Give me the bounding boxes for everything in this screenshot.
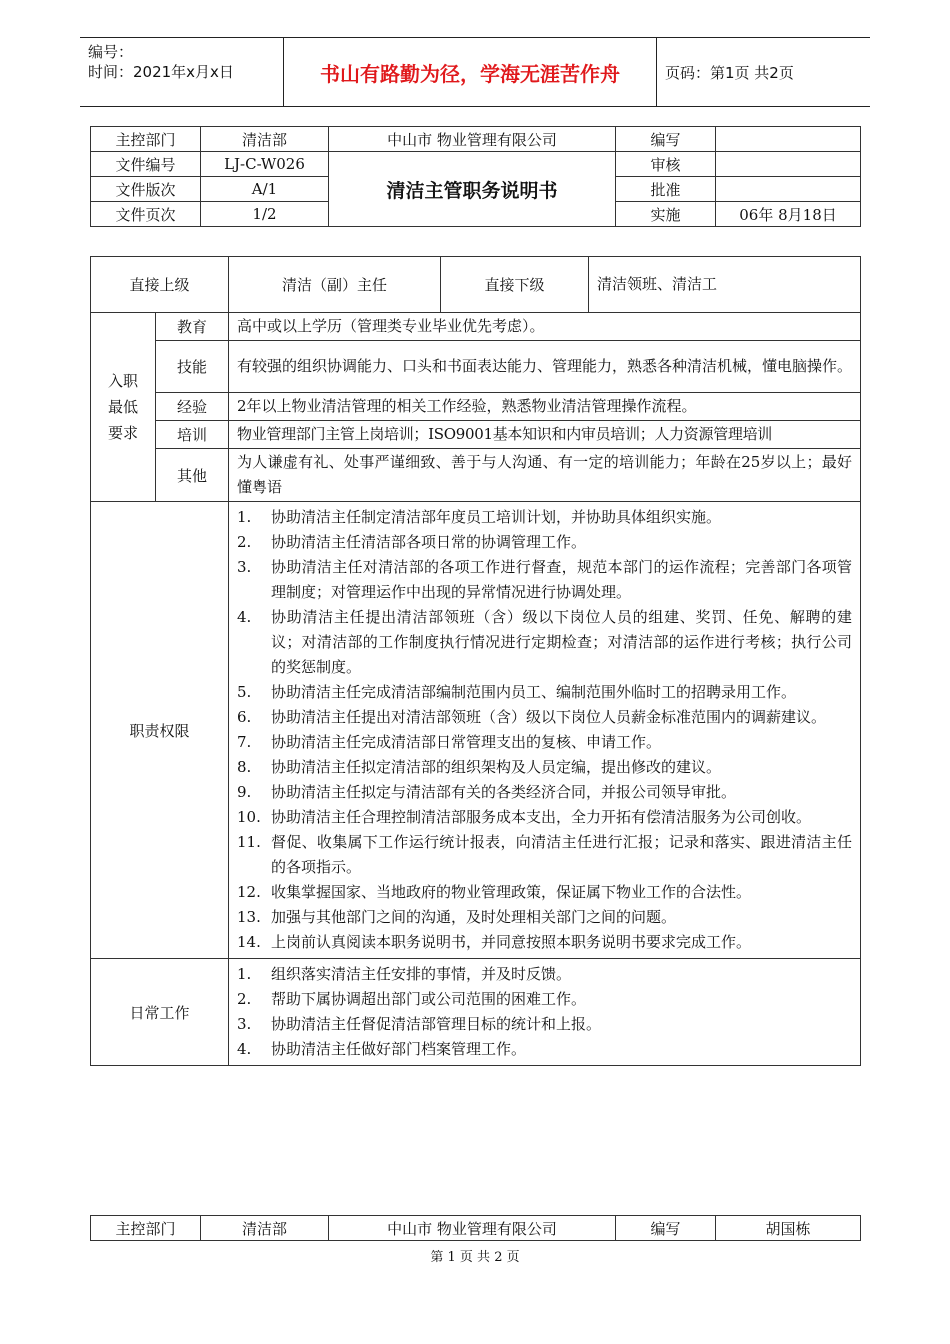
writer-label: 编写 [616,127,716,152]
duty-item [237,530,852,555]
review-label: 审核 [616,152,716,177]
subordinate-value: 清洁领班、清洁工 [589,257,861,313]
list-item-number: 5. [237,683,252,701]
version-label: 文件版次 [91,177,201,202]
list-item-number: 4. [237,608,252,626]
duty-item [237,830,852,880]
document-meta-table [90,126,861,227]
time-label: 时间：2021年x月x日 [88,63,234,81]
duty-item [237,680,852,705]
approve-label: 批准 [616,177,716,202]
list-item-text: 帮助下属协调超出部门或公司范围的困难工作。 [271,990,587,1008]
page-info: 页码：第1页 共2页 [665,63,794,82]
footer-table [90,1215,861,1241]
daily-work-cell [229,959,861,1066]
list-item-text: 协助清洁主任清洁部各项日常的协调管理工作。 [271,533,587,551]
impl-label: 实施 [616,202,716,227]
daily-work-item [237,1012,852,1037]
duty-item [237,730,852,755]
list-item-text: 协助清洁主任督促清洁部管理目标的统计和上报。 [271,1015,602,1033]
page-header [80,37,870,107]
list-item-text: 协助清洁主任完成清洁部日常管理支出的复核、申请工作。 [271,733,662,751]
req-text-experience: 2年以上物业清洁管理的相关工作经验，熟悉物业清洁管理操作流程。 [229,393,861,421]
list-item-text: 协助清洁主任提出对清洁部领班（含）级以下岗位人员薪金标准范围内的调薪建议。 [271,708,827,726]
superior-label: 直接上级 [91,257,229,313]
header-info [88,42,234,82]
req-label-education: 教育 [156,313,229,341]
duty-item [237,930,852,955]
duty-item [237,605,852,680]
req-text-training: 物业管理部门主管上岗培训；ISO9001基本知识和内审员培训；人力资源管理培训 [229,421,861,449]
superior-value: 清洁（副）主任 [229,257,441,313]
daily-work-list [229,959,860,1065]
list-item-number: 1. [237,965,252,983]
duty-item [237,555,852,605]
list-item-text: 协助清洁主任提出清洁部领班（含）级以下岗位人员的组建、奖罚、任免、解聘的建议；对清洁部的工作制度执行情况进行定期检查；对清洁部的运作进行考核；执行公司的奖惩制度。 [271,608,853,676]
list-item-number: 3. [237,558,252,576]
review-value [716,152,861,177]
duties-list [229,502,860,958]
footer-writer-label: 编写 [616,1216,716,1241]
list-item-number: 1. [237,508,252,526]
list-item-number: 8. [237,758,252,776]
req-text-education: 高中或以上学历（管理类专业毕业优先考虑）。 [229,313,861,341]
list-item-text: 协助清洁主任制定清洁部年度员工培训计划，并协助具体组织实施。 [271,508,722,526]
list-item-number: 7. [237,733,252,751]
requirements-label: 入职 最低 要求 [91,313,156,502]
daily-work-item [237,987,852,1012]
req-label-other: 其他 [156,449,229,502]
list-item-text: 协助清洁主任拟定清洁部的组织架构及人员定编，提出修改的建议。 [271,758,722,776]
duty-item [237,805,852,830]
dept-label: 主控部门 [91,127,201,152]
job-description-table [90,256,861,1066]
req-label-skills: 技能 [156,341,229,393]
list-item-text: 协助清洁主任拟定与清洁部有关的各类经济合同，并报公司领导审批。 [271,783,737,801]
footer-dept-label: 主控部门 [91,1216,201,1241]
list-item-number: 13. [237,908,261,926]
daily-work-label: 日常工作 [91,959,229,1066]
subordinate-label: 直接下级 [441,257,589,313]
pages-value: 1/2 [201,202,329,227]
list-item-number: 3. [237,1015,252,1033]
req-text-other: 为人谦虚有礼、处事严谨细致、善于与人沟通、有一定的培训能力；年龄在25岁以上；最好懂粤语 [229,449,861,502]
list-item-text: 协助清洁主任对清洁部的各项工作进行督查，规范本部门的运作流程；完善部门各项管理制度；对管理运作中出现的异常情况进行协调处理。 [271,558,853,601]
document-title: 清洁主管职务说明书 [329,152,616,227]
req-label-training: 培训 [156,421,229,449]
daily-work-item [237,1037,852,1062]
company-name: 中山市 物业管理有限公司 [329,127,616,152]
fileno-value: LJ-C-W026 [201,152,329,177]
version-value: A/1 [201,177,329,202]
list-item-number: 9. [237,783,252,801]
duty-item [237,705,852,730]
list-item-number: 11. [237,833,261,851]
list-item-number: 14. [237,933,261,951]
list-item-text: 协助清洁主任合理控制清洁部服务成本支出，全力开拓有偿清洁服务为公司创收。 [271,808,812,826]
duty-item [237,880,852,905]
page-number: 第 1 页 共 2 页 [430,1250,520,1265]
list-item-text: 收集掌握国家、当地政府的物业管理政策，保证属下物业工作的合法性。 [271,883,752,901]
list-item-number: 2. [237,533,252,551]
fileno-label: 文件编号 [91,152,201,177]
footer-dept-value: 清洁部 [201,1216,329,1241]
req-label-experience: 经验 [156,393,229,421]
approve-value [716,177,861,202]
list-item-text: 协助清洁主任完成清洁部编制范围内员工、编制范围外临时工的招聘录用工作。 [271,683,797,701]
number-label: 编号： [88,43,134,61]
daily-work-item [237,962,852,987]
list-item-number: 10. [237,808,261,826]
duty-item [237,505,852,530]
list-item-number: 4. [237,1040,252,1058]
list-item-text: 加强与其他部门之间的沟通，及时处理相关部门之间的问题。 [271,908,677,926]
duties-cell [229,502,861,959]
pages-label: 文件页次 [91,202,201,227]
impl-value: 06年 8月18日 [716,202,861,227]
list-item-number: 6. [237,708,252,726]
list-item-text: 协助清洁主任做好部门档案管理工作。 [271,1040,527,1058]
list-item-text: 督促、收集属下工作运行统计报表，向清洁主任进行汇报；记录和落实、跟进清洁主任的各项指示。 [271,833,853,876]
dept-value: 清洁部 [201,127,329,152]
list-item-text: 组织落实清洁主任安排的事情，并及时反馈。 [271,965,572,983]
list-item-number: 12. [237,883,261,901]
footer-writer-value: 胡国栋 [716,1216,861,1241]
duty-item [237,755,852,780]
motto: 书山有路勤为径，学海无涯苦作舟 [283,38,657,106]
duty-item [237,905,852,930]
duty-item [237,780,852,805]
list-item-number: 2. [237,990,252,1008]
list-item-text: 上岗前认真阅读本职务说明书，并同意按照本职务说明书要求完成工作。 [271,933,752,951]
writer-value [716,127,861,152]
footer-company-name: 中山市 物业管理有限公司 [329,1216,616,1241]
req-text-skills: 有较强的组织协调能力、口头和书面表达能力、管理能力，熟悉各种清洁机械，懂电脑操作。 [229,341,861,393]
duties-label: 职责权限 [91,502,229,959]
